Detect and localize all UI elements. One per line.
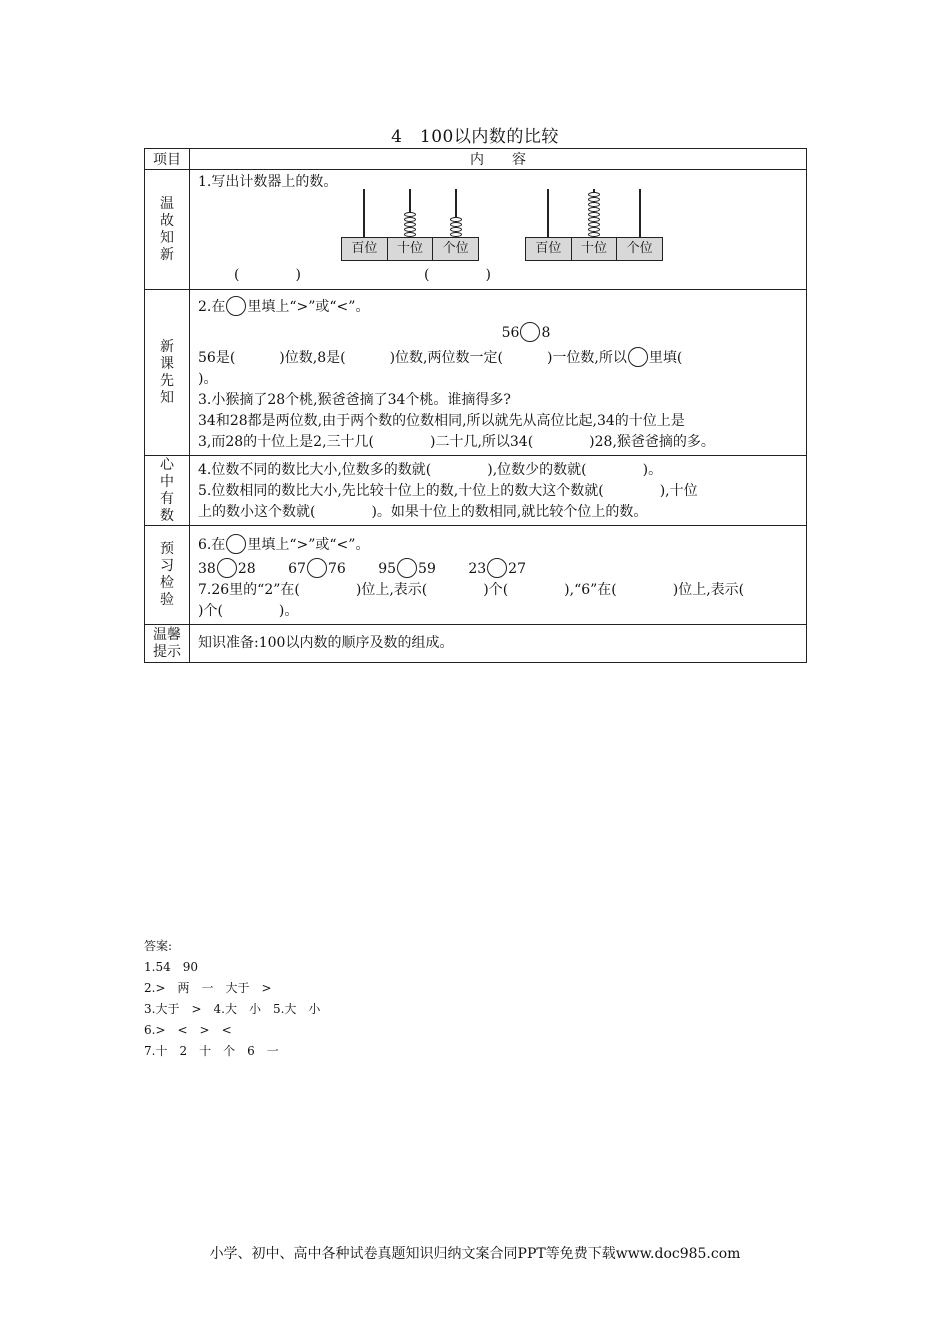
row-content [190, 290, 807, 456]
row-content [190, 456, 807, 526]
answer-blank-1: ( ) [234, 267, 301, 283]
answer-line: 1.54 90 [144, 960, 198, 974]
row-label [145, 625, 190, 663]
table-row [145, 170, 807, 290]
compare-circle-icon [487, 558, 507, 578]
place-ones: 个位 [626, 241, 653, 256]
row-label-text: 新课先知 [160, 338, 174, 406]
pair: 67 76 [288, 561, 346, 577]
question-3: 3.小猴摘了28个桃,猴爸爸摘了34个桃。谁摘得多? [198, 392, 511, 408]
row-content [190, 170, 807, 290]
question-4: 4.位数不同的数比大小,位数多的数就( ),位数少的数就( )。 [198, 462, 663, 478]
row-label [145, 170, 190, 290]
preview-worksheet-table [144, 148, 807, 663]
compare-circle-icon [226, 534, 246, 554]
pair: 38 28 [198, 561, 256, 577]
compare-circle-icon [397, 558, 417, 578]
row-content [190, 526, 807, 625]
row-label-text: 预习检验 [160, 541, 174, 608]
explanation-line-end: )。 [198, 371, 218, 387]
compare-circle-icon [520, 322, 540, 342]
place-tens: 十位 [388, 238, 434, 260]
answer-blank-2: ( ) [424, 267, 491, 283]
question-7-line-2: )个( )。 [198, 603, 299, 619]
answer-line: 6.> < > < [144, 1023, 232, 1037]
question-5-line-1: 5.位数相同的数比大小,先比较十位上的数,十位上的数大这个数就( ),十位 [198, 483, 698, 499]
answer-heading: 答案: [144, 939, 173, 953]
question-3-text-2: 3,而28的十位上是2,三十几( )二十几,所以34( )28,猴爸爸摘的多。 [198, 434, 715, 450]
abacus-1-base [341, 237, 479, 261]
abacus-area [198, 193, 798, 287]
place-ones: 个位 [442, 241, 469, 256]
place-hundreds: 百位 [526, 238, 572, 260]
row-label [145, 456, 190, 526]
question-6: 6.在 里填上“>”或“<”。 [198, 534, 798, 556]
compare-circle-icon [226, 296, 246, 316]
place-tens: 十位 [572, 238, 618, 260]
pair: 23 27 [468, 561, 526, 577]
answer-line: 2.> 两 一 大于 > [144, 981, 272, 995]
question-3-text-1: 34和28都是两位数,由于两个数的位数相同,所以就先从高位比起,34的十位上是 [198, 413, 685, 429]
abacus-2-base [525, 237, 663, 261]
compare-expression: 56 8 [198, 322, 798, 344]
header-content: 内 容 [190, 149, 807, 170]
question-1: 1.写出计数器上的数。 [198, 174, 338, 190]
table-row [145, 456, 807, 526]
table-row [145, 290, 807, 456]
abacus-1 [341, 187, 479, 267]
table-header-row [145, 149, 807, 170]
row-label-text: 温故知新 [160, 195, 174, 263]
compare-circle-icon [628, 347, 648, 367]
question-2: 2.在 里填上“>”或“<”。 [198, 296, 798, 318]
page-title: 4 100以内数的比较 [391, 127, 559, 147]
question-7-line-1: 7.26里的“2”在( )位上,表示( )个( ),“6”在( )位上,表示( [198, 582, 745, 598]
answer-line: 7.十 2 十 个 6 一 [144, 1044, 279, 1058]
row-content [190, 625, 807, 663]
question-5-line-2: 上的数小这个数就( )。如果十位上的数相同,就比较个位上的数。 [198, 504, 648, 520]
compare-circle-icon [217, 558, 237, 578]
table-row [145, 526, 807, 625]
row-label-text: 温馨提示 [153, 626, 181, 660]
tip-text: 知识准备:100以内数的顺序及数的组成。 [198, 635, 454, 651]
row-label [145, 526, 190, 625]
table-row [145, 625, 807, 663]
footer-watermark: 小学、初中、高中各种试卷真题知识归纳文案合同PPT等免费下载www.doc985.com [209, 1246, 741, 1262]
place-hundreds: 百位 [342, 238, 388, 260]
row-label-text: 心中有数 [160, 456, 174, 524]
header-item: 项目 [145, 149, 190, 170]
compare-circle-icon [307, 558, 327, 578]
pair: 95 59 [378, 561, 436, 577]
abacus-2 [525, 187, 663, 267]
compare-pairs [198, 558, 798, 580]
row-label [145, 290, 190, 456]
answer-key [144, 936, 320, 1062]
answer-line: 3.大于 > 4.大 小 5.大 小 [144, 1002, 321, 1016]
explanation-line: 56是( )位数,8是( )位数,两位数一定( )一位数,所以 里填( [198, 347, 798, 369]
